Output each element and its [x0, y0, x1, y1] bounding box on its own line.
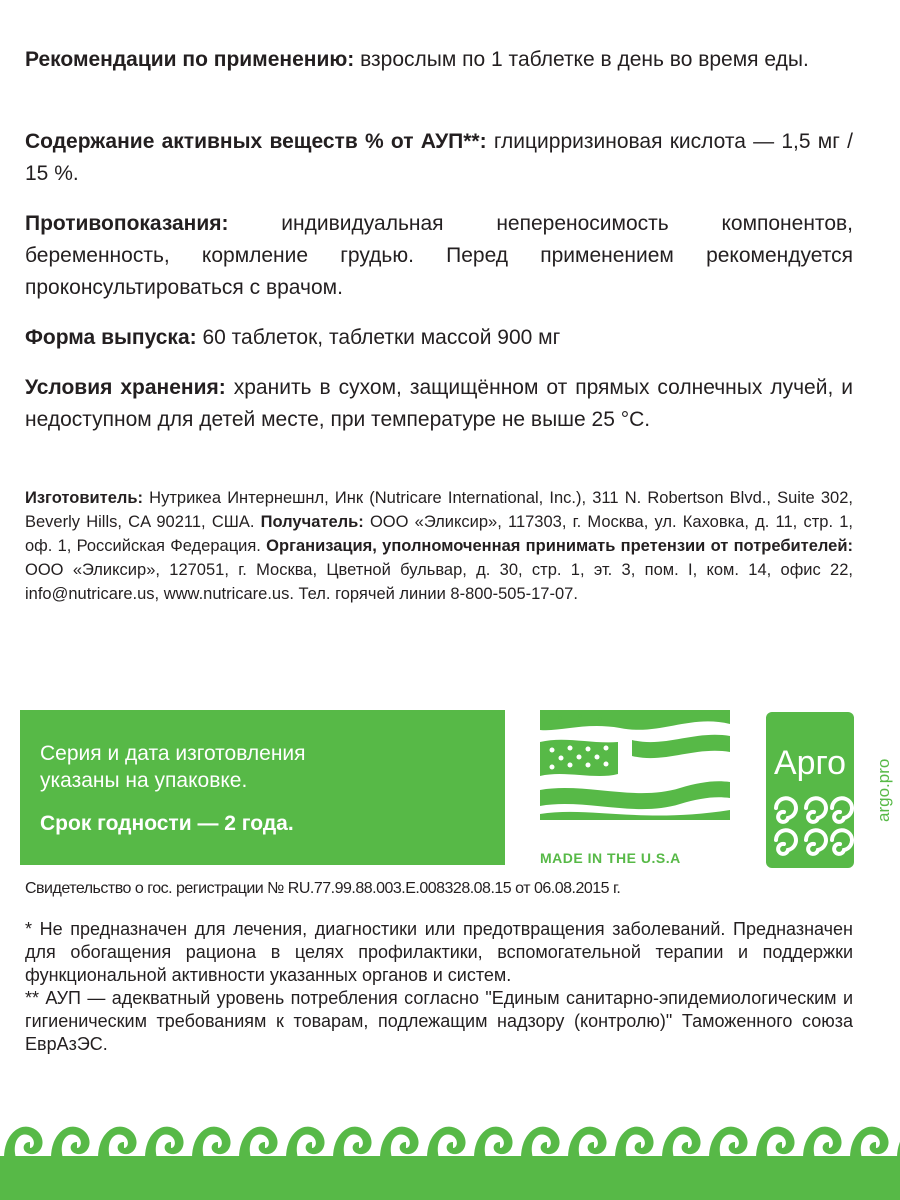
maker-text: Нутрикеа Интернешнл, Инк (Nutricare International, Inc.), 311 N. Robertson Blvd., Suite 302, Beverly Hills, CA 90211, США. — [25, 489, 853, 531]
recipient-label: Получатель: — [260, 513, 364, 531]
wave-curl — [239, 1127, 278, 1158]
contraindications-paragraph — [25, 208, 853, 304]
active-label: Содержание активных веществ % от АУП**: — [25, 130, 487, 153]
wave-border-icon — [0, 1108, 900, 1200]
usa-flag-icon — [540, 710, 730, 820]
storage-label: Условия хранения: — [25, 376, 226, 399]
recipient-text: ООО «Эликсир», 117303, г. Москва, ул. Каховка, д. 11, стр. 1, оф. 1, Российская Федерация. — [25, 513, 853, 555]
batch-info-box — [20, 710, 505, 865]
active-substances-paragraph — [25, 126, 853, 190]
argo-site-label — [869, 712, 895, 822]
wave-curl — [568, 1127, 607, 1158]
wave-curl — [4, 1127, 43, 1158]
storage-text: хранить в сухом, защищённом от прямых солнечных лучей, и недоступном для детей месте, при температуре не выше 25 °С. — [25, 376, 853, 431]
registration-certificate: Свидетельство о гос. регистрации № RU.77.99.88.003.Е.008328.08.15 от 06.08.2015 г. — [25, 880, 621, 897]
shelf-life: Срок годности — 2 года. — [40, 812, 294, 835]
maker-label: Изготовитель: — [25, 489, 143, 507]
argo-logo-text: Арго — [774, 744, 846, 782]
batch-line-2: указаны на упаковке. — [40, 769, 248, 792]
wave-curl — [850, 1127, 889, 1158]
wave-curl — [98, 1127, 137, 1158]
release-form-paragraph — [25, 322, 853, 354]
manufacturer-paragraph — [25, 486, 853, 606]
wave-curl — [192, 1127, 231, 1158]
made-in-usa-label: MADE IN THE U.S.A — [540, 850, 681, 866]
wave-curl — [51, 1127, 90, 1158]
claims-org-text: ООО «Эликсир», 127051, г. Москва, Цветной бульвар, д. 30, стр. 1, эт. 3, пом. I, ком. 14, офис 22, info@nutricare.us, www.nutricare.us. Тел. горячей линии 8-800-505-17-07. — [25, 561, 853, 603]
wave-curl — [333, 1127, 372, 1158]
footnote-2: ** АУП — адекватный уровень потребления согласно "Единым санитарно-эпидемиологическим и гигиеническим требованиям к товарам, подлежащим надзору (контролю)" Таможенного союза ЕврАзЭС. — [25, 988, 853, 1054]
form-text: 60 таблеток, таблетки массой 900 мг — [196, 326, 561, 349]
wave-curl — [145, 1127, 184, 1158]
usage-paragraph — [25, 44, 853, 76]
usage-label: Рекомендации по применению: — [25, 48, 355, 71]
contra-label: Противопоказания: — [25, 212, 229, 235]
wave-curl — [521, 1127, 560, 1158]
wave-curl — [709, 1127, 748, 1158]
wave-curl — [756, 1127, 795, 1158]
batch-line-1: Серия и дата изготовления — [40, 742, 306, 765]
form-label: Форма выпуска: — [25, 326, 197, 349]
active-text: глицирризиновая кислота — 1,5 мг / 15 %. — [25, 130, 853, 185]
wave-curl — [474, 1127, 513, 1158]
wave-curl — [662, 1127, 701, 1158]
argo-logo-icon — [766, 712, 854, 868]
wave-curl — [380, 1127, 419, 1158]
wave-curl — [803, 1127, 842, 1158]
usage-text: взрослым по 1 таблетке в день во время еды. — [354, 48, 809, 71]
footnotes — [25, 918, 853, 1056]
storage-paragraph — [25, 372, 853, 436]
claims-org-label: Организация, уполномоченная принимать претензии от потребителей: — [266, 537, 854, 555]
wave-curl — [427, 1127, 466, 1158]
wave-curl — [615, 1127, 654, 1158]
footnote-1: * Не предназначен для лечения, диагностики или предотвращения заболеваний. Предназначен для обогащения рациона в целях профилактики, вспомогательной терапии и поддержки функциональной активности указанных органов и систем. — [25, 919, 853, 985]
contra-text: индивидуальная непереносимость компонентов, беременность, кормление грудью. Перед применением рекомендуется проконсультироваться с врачом. — [25, 212, 853, 299]
argo-site-text: argo.pro — [874, 758, 893, 822]
wave-curl — [286, 1127, 325, 1158]
